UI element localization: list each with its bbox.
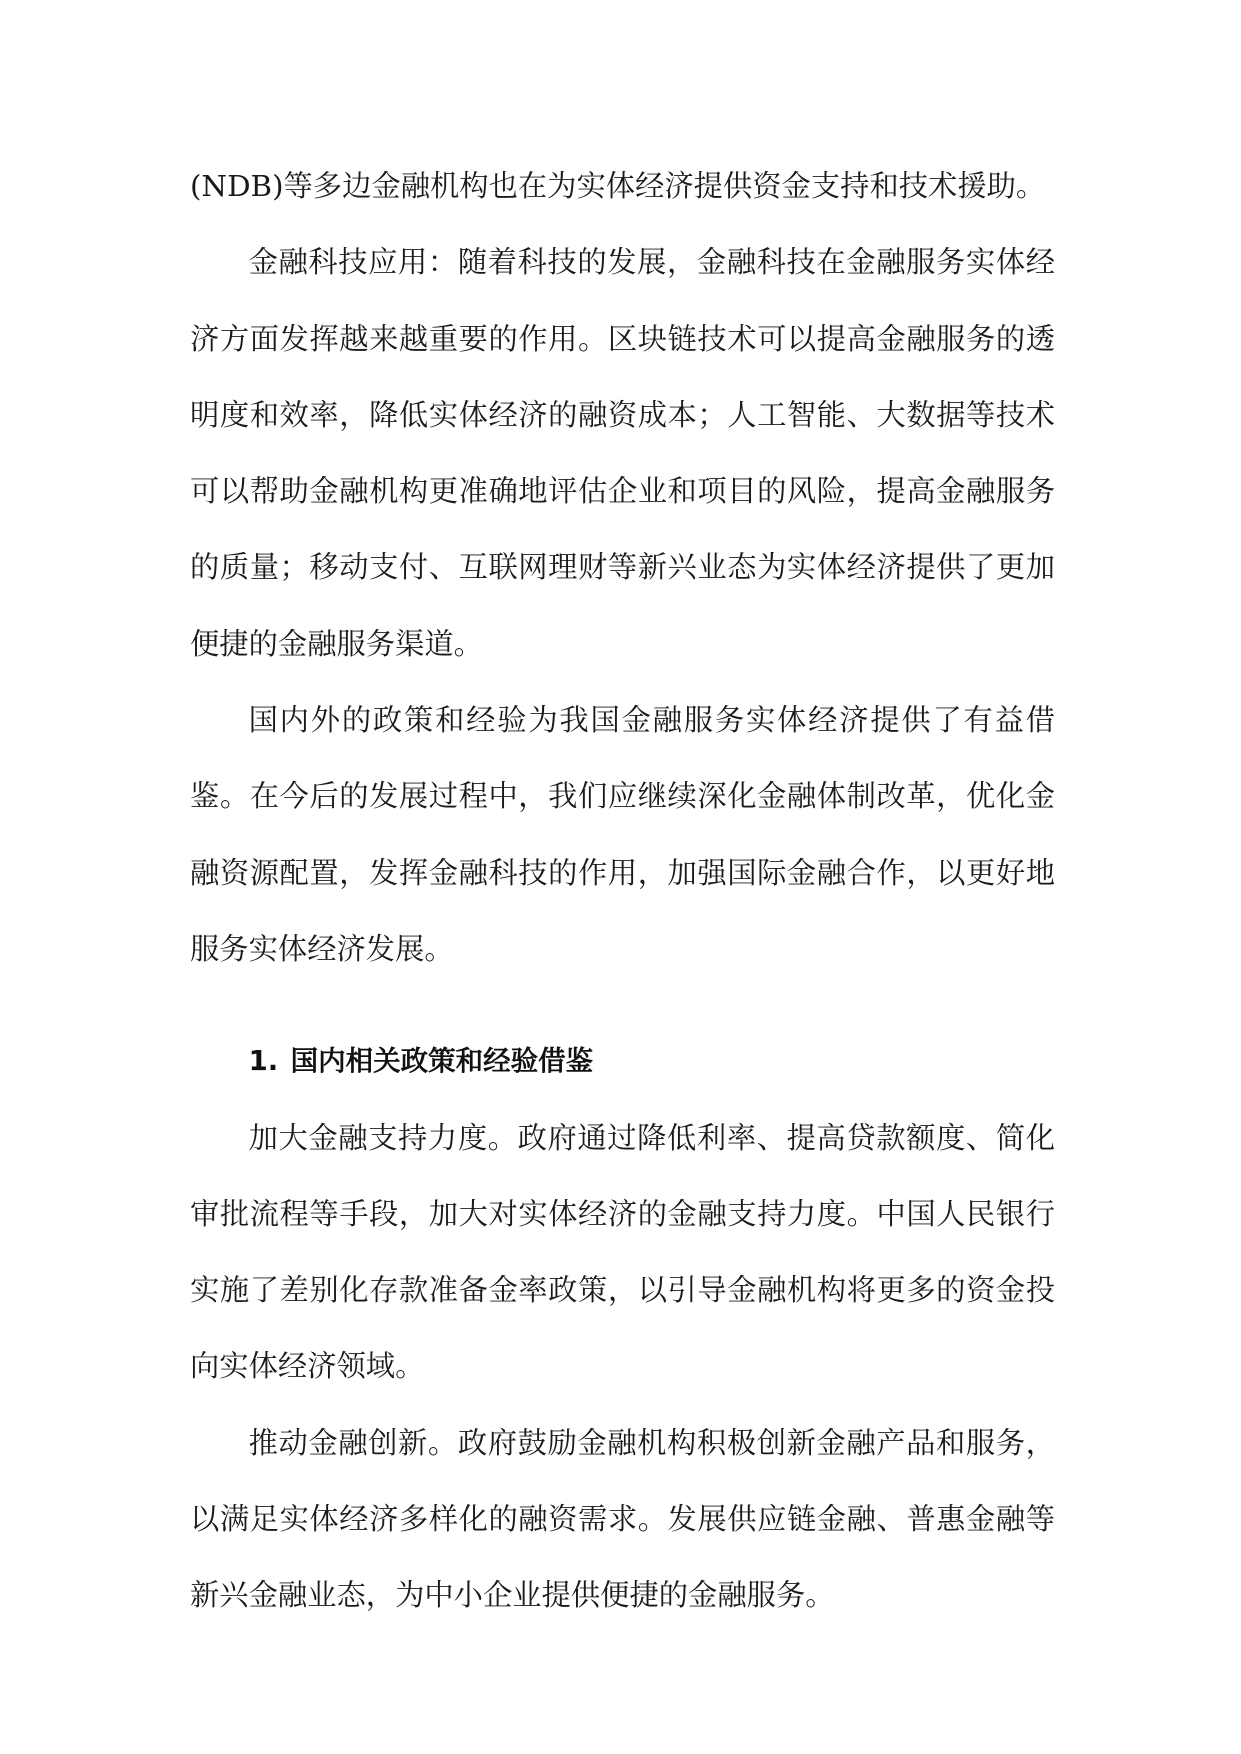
section-heading-number: 1.	[248, 1045, 279, 1078]
section-heading	[190, 1023, 1055, 1099]
paragraph-financial-innovation: 推动金融创新。政府鼓励金融机构积极创新金融产品和服务，以满足实体经济多样化的融资需求。发展供应链金融、普惠金融等新兴金融业态，为中小企业提供便捷的金融服务。	[190, 1425, 1055, 1613]
paragraph-summary: 国内外的政策和经验为我国金融服务实体经济提供了有益借鉴。在今后的发展过程中，我们应继续深化金融体制改革，优化金融资源配置，发挥金融科技的作用，加强国际金融合作，以更好地服务实体经济发展。	[190, 703, 1055, 966]
paragraph-fintech-application: 金融科技应用：随着科技的发展，金融科技在金融服务实体经济方面发挥越来越重要的作用。区块链技术可以提高金融服务的透明度和效率，降低实体经济的融资成本；人工智能、大数据等技术可以帮助金融机构更准确地评估企业和项目的风险，提高金融服务的质量；移动支付、互联网理财等新兴业态为实体经济提供了更加便捷的金融服务渠道。	[190, 245, 1055, 661]
page-body	[190, 148, 1055, 1634]
paragraph-continuation: (NDB)等多边金融机构也在为实体经济提供资金支持和技术援助。	[190, 169, 1046, 203]
paragraph-financial-support: 加大金融支持力度。政府通过降低利率、提高贷款额度、简化审批流程等手段，加大对实体经济的金融支持力度。中国人民银行实施了差别化存款准备金率政策，以引导金融机构将更多的资金投向实体经济领域。	[190, 1120, 1055, 1384]
section-heading-title: 国内相关政策和经验借鉴	[290, 1045, 594, 1078]
section-spacer	[190, 987, 1055, 1023]
